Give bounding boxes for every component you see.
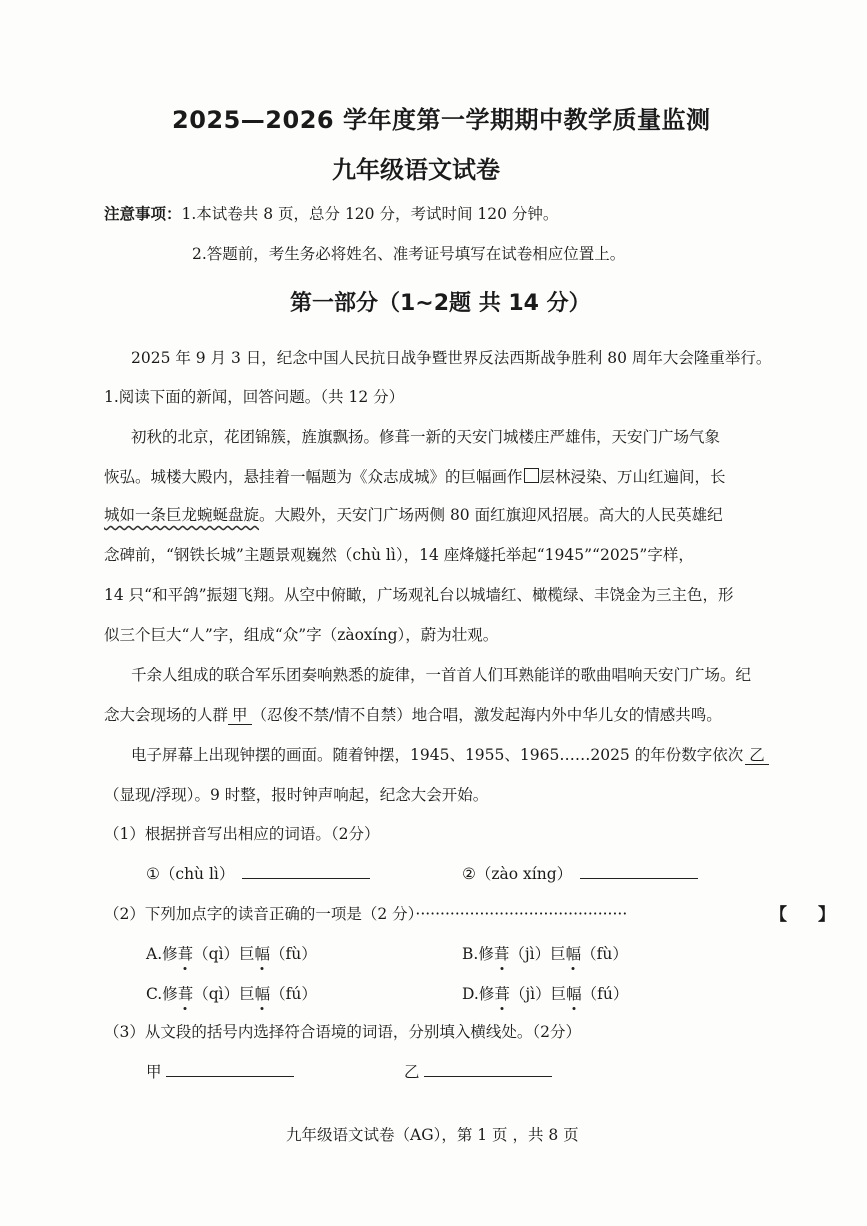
option-d[interactable] [462,982,628,1004]
dotted-char: 幅 [566,942,582,964]
dotted-char: 葺 [494,982,510,1004]
sub-question-3: （3）从文段的括号内选择符合语境的词语，分别填入横线处。（2分） [104,1023,581,1041]
answer-line[interactable] [424,1076,552,1077]
answer-line[interactable] [580,878,698,879]
sub-question-1-a [146,862,370,884]
answer-bracket-right: 】 [818,905,835,925]
option-text: B.修 [462,945,494,963]
option-text: （fú） [270,985,317,1003]
answer-line[interactable] [242,878,370,879]
option-text: （qì）巨 [193,985,255,1003]
answer-line[interactable] [166,1076,294,1077]
exam-subtitle: 九年级语文试卷 [332,156,500,184]
sub-question-3-jia [146,1060,294,1082]
notice-item-2: 2.答题前，考生务必将姓名、准考证号填写在试卷相应位置上。 [192,245,626,263]
exam-title: 2025—2026 学年度第一学期期中教学质量监测 [172,106,711,134]
answer-box[interactable] [790,900,816,922]
dotted-char: 葺 [494,942,510,964]
passage-line [131,743,769,765]
part-heading: 第一部分（1~2题 共 14 分） [290,291,591,316]
option-text: （fú） [581,985,629,1003]
passage-line [104,703,722,725]
pinyin-prompt: ①（chù lì） [146,865,235,883]
passage-text: 层林浸染、万山红遍间，长 [539,468,726,486]
passage-line: 念碑前，“钢铁长城”主题景观巍然（chù lì），14 座烽燧托举起“1945”“2025”字样， [104,546,694,564]
passage-line [104,503,723,525]
sub-question-3-yi [404,1060,552,1082]
passage-text: 。大殿外，天安门广场两侧 80 面红旗迎风招展。高大的人民英雄纪 [259,506,723,524]
dotted-char: 葺 [178,982,194,1004]
blank-jia[interactable]: 甲 [228,706,252,725]
option-c[interactable] [146,982,317,1004]
blank-label: 甲 [146,1063,162,1081]
option-text: C.修 [146,985,178,1003]
option-text: A.修 [146,945,178,963]
passage-line: 千余人组成的联合军乐团奏响熟悉的旋律，一首首人们耳熟能详的歌曲唱响天安门广场。纪 [131,666,752,684]
sub-question-2: （2）下列加点字的读音正确的一项是（2 分）··········································· [104,905,628,923]
page-footer: 九年级语文试卷（AG），第 1 页 ，共 8 页 [286,1126,579,1144]
option-text: （jì）巨 [509,945,566,963]
passage-text: 电子屏幕上出现钟摆的画面。随着钟摆，1945、1955、1965……2025 的年份数字依次 [131,746,744,764]
intro-text: 2025 年 9 月 3 日，纪念中国人民抗日战争暨世界反法西斯战争胜利 80 周年大会隆重举行。 [131,349,772,367]
option-text: D.修 [462,985,495,1003]
sub-question-1: （1）根据拼音写出相应的词语。（2分） [104,825,380,843]
passage-line: （显现/浮现）。9 时整，报时钟声响起，纪念大会开始。 [104,786,489,804]
option-text: （fù） [581,945,628,963]
blank-label: 乙 [404,1063,420,1081]
passage-line [104,465,726,487]
option-text: （fù） [270,945,317,963]
passage-text: （忍俊不禁/情不自禁）地合唱，激发起海内外中华儿女的情感共鸣。 [251,706,722,724]
passage-text: 念大会现场的人群 [104,706,229,724]
pinyin-prompt: ②（zào xíng） [462,865,573,883]
missing-punctuation-box [524,468,539,483]
dotted-char: 幅 [255,942,271,964]
wavy-underlined-sentence: 城如一条巨龙蜿蜒盘旋 [104,506,260,524]
notice-line-1 [104,202,558,224]
dotted-char: 葺 [178,942,194,964]
passage-line: 初秋的北京，花团锦簇，旌旗飘扬。修葺一新的天安门城楼庄严雄伟，天安门广场气象 [131,428,721,446]
notice-item-1: 1.本试卷共 8 页，总分 120 分，考试时间 120 分钟。 [181,205,559,223]
blank-yi[interactable]: 乙 [745,746,769,765]
dotted-char: 幅 [255,982,271,1004]
dotted-char: 幅 [566,982,582,1004]
answer-bracket-left: 【 [770,905,787,925]
passage-line: 14 只“和平鸽”振翅飞翔。从空中俯瞰，广场观礼台以城墙红、橄榄绿、丰饶金为三主色，形 [104,586,734,604]
option-text: （qì）巨 [193,945,255,963]
option-a[interactable] [146,942,317,964]
sub-question-1-b [462,862,698,884]
notice-label: 注意事项： [104,205,182,223]
question-1-stem: 1.阅读下面的新闻，回答问题。（共 12 分） [104,388,405,406]
option-b[interactable] [462,942,628,964]
option-text: （jì）巨 [509,985,567,1003]
passage-text: 恢弘。城楼大殿内，悬挂着一幅题为《众志成城》的巨幅画作 [104,468,523,486]
passage-line: 似三个巨大“人”字，组成“众”字（zàoxíng），蔚为壮观。 [104,626,499,644]
